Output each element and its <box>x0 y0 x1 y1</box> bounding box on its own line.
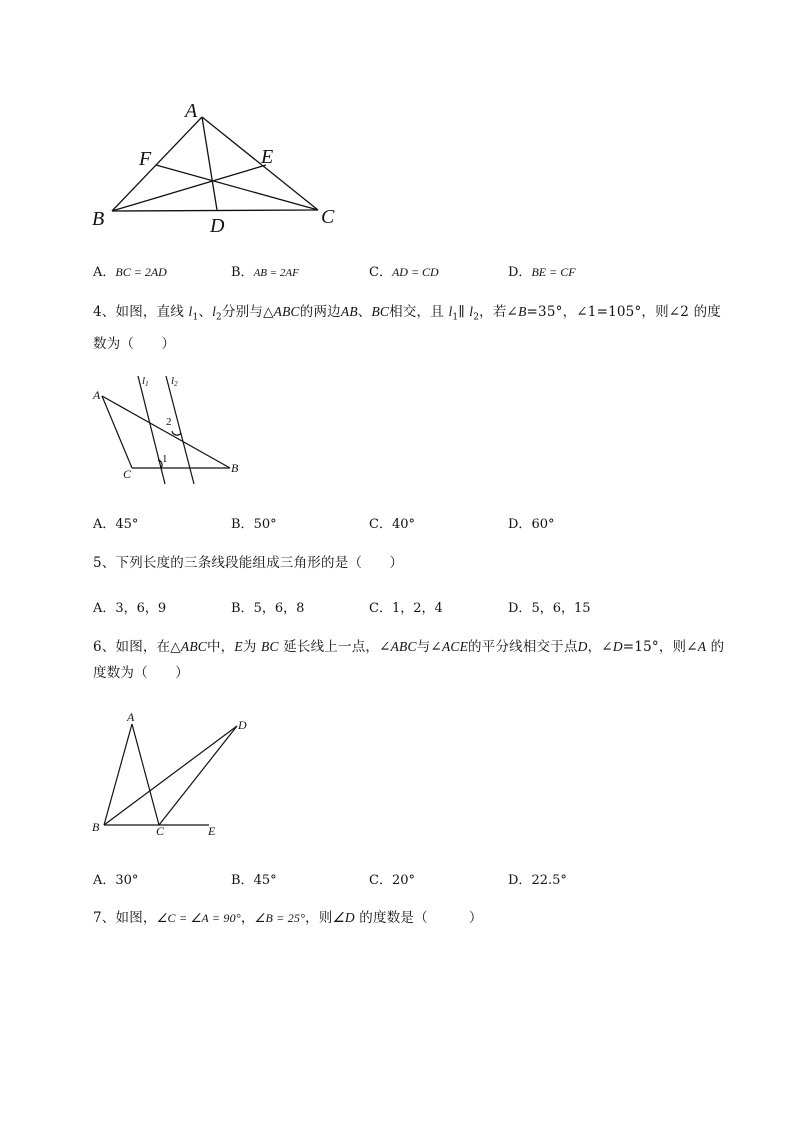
q6-option-d[interactable]: D．22.5° <box>508 873 567 888</box>
q3-option-b[interactable]: B．AB = 2AF <box>231 265 299 280</box>
label-b: B <box>92 820 100 834</box>
label-a: A <box>127 710 135 724</box>
figure-angle-bisectors <box>90 708 260 838</box>
segment-cf <box>156 165 318 210</box>
q4-option-c[interactable]: C．40° <box>369 517 415 532</box>
q5-option-c[interactable]: C．1，2，4 <box>369 601 443 616</box>
label-a: A <box>93 388 101 402</box>
label-d: D <box>238 718 247 732</box>
label-b: B <box>92 208 105 230</box>
label-c: C <box>321 206 335 228</box>
q4-stem: 4、如图，直线 $l_1$、$l_2$分别与△ABC的两边AB、BC相交，且 $l_1\parallel$ $l_2$，若∠B=35°，∠1=105°，则∠2 的度数为（ ） <box>93 304 721 352</box>
figure-parallel-lines <box>90 372 260 492</box>
q3-option-a[interactable]: A．BC = 2AD <box>93 265 167 280</box>
angle-2-arc <box>172 431 181 435</box>
q5-option-d[interactable]: D．5，6，15 <box>508 601 591 616</box>
segment-ac <box>132 724 159 825</box>
segment-ac <box>202 117 318 210</box>
q6-option-b[interactable]: B．45° <box>231 873 277 888</box>
q4-option-b[interactable]: B．50° <box>231 517 277 532</box>
q6-option-c[interactable]: C．20° <box>369 873 415 888</box>
label-c: C <box>123 467 132 481</box>
label-l2: l2 <box>171 375 178 388</box>
q6-stem: 6、如图，在△ABC中，E为 BC 延长线上一点，∠ABC与∠ACE的平分线相交于点D，∠D=15°，则∠A 的度数为（ ） <box>93 639 725 681</box>
label-b: B <box>231 461 239 475</box>
label-angle-1: 1 <box>162 453 168 465</box>
label-e: E <box>208 824 216 838</box>
label-e: E <box>261 146 274 168</box>
figure-triangle-cevians <box>90 100 350 240</box>
q5-option-a[interactable]: A．3，6，9 <box>93 601 167 616</box>
label-l1: l1 <box>142 375 149 388</box>
q5-stem: 5、下列长度的三条线段能组成三角形的是（ ） <box>93 555 404 571</box>
label-d: D <box>210 215 225 237</box>
label-angle-2: 2 <box>166 416 172 428</box>
segment-ad <box>202 117 217 210</box>
segment-ac <box>102 396 132 468</box>
label-f: F <box>139 148 152 170</box>
q3-option-c[interactable]: C．AD = CD <box>369 265 439 280</box>
label-c: C <box>156 824 165 838</box>
q4-option-a[interactable]: A．45° <box>93 517 139 532</box>
q7-stem: 7、如图，∠C = ∠A = 90°，∠B = 25°，则∠D 的度数是（ ） <box>93 910 483 926</box>
q4-option-d[interactable]: D．60° <box>508 517 555 532</box>
q5-option-b[interactable]: B．5，6，8 <box>231 601 305 616</box>
label-a: A <box>185 100 198 122</box>
q3-option-d[interactable]: D．BE = CF <box>508 265 576 280</box>
segment-be <box>112 165 266 211</box>
segment-ab <box>104 724 132 825</box>
segment-bc <box>112 210 318 211</box>
q6-option-a[interactable]: A．30° <box>93 873 139 888</box>
